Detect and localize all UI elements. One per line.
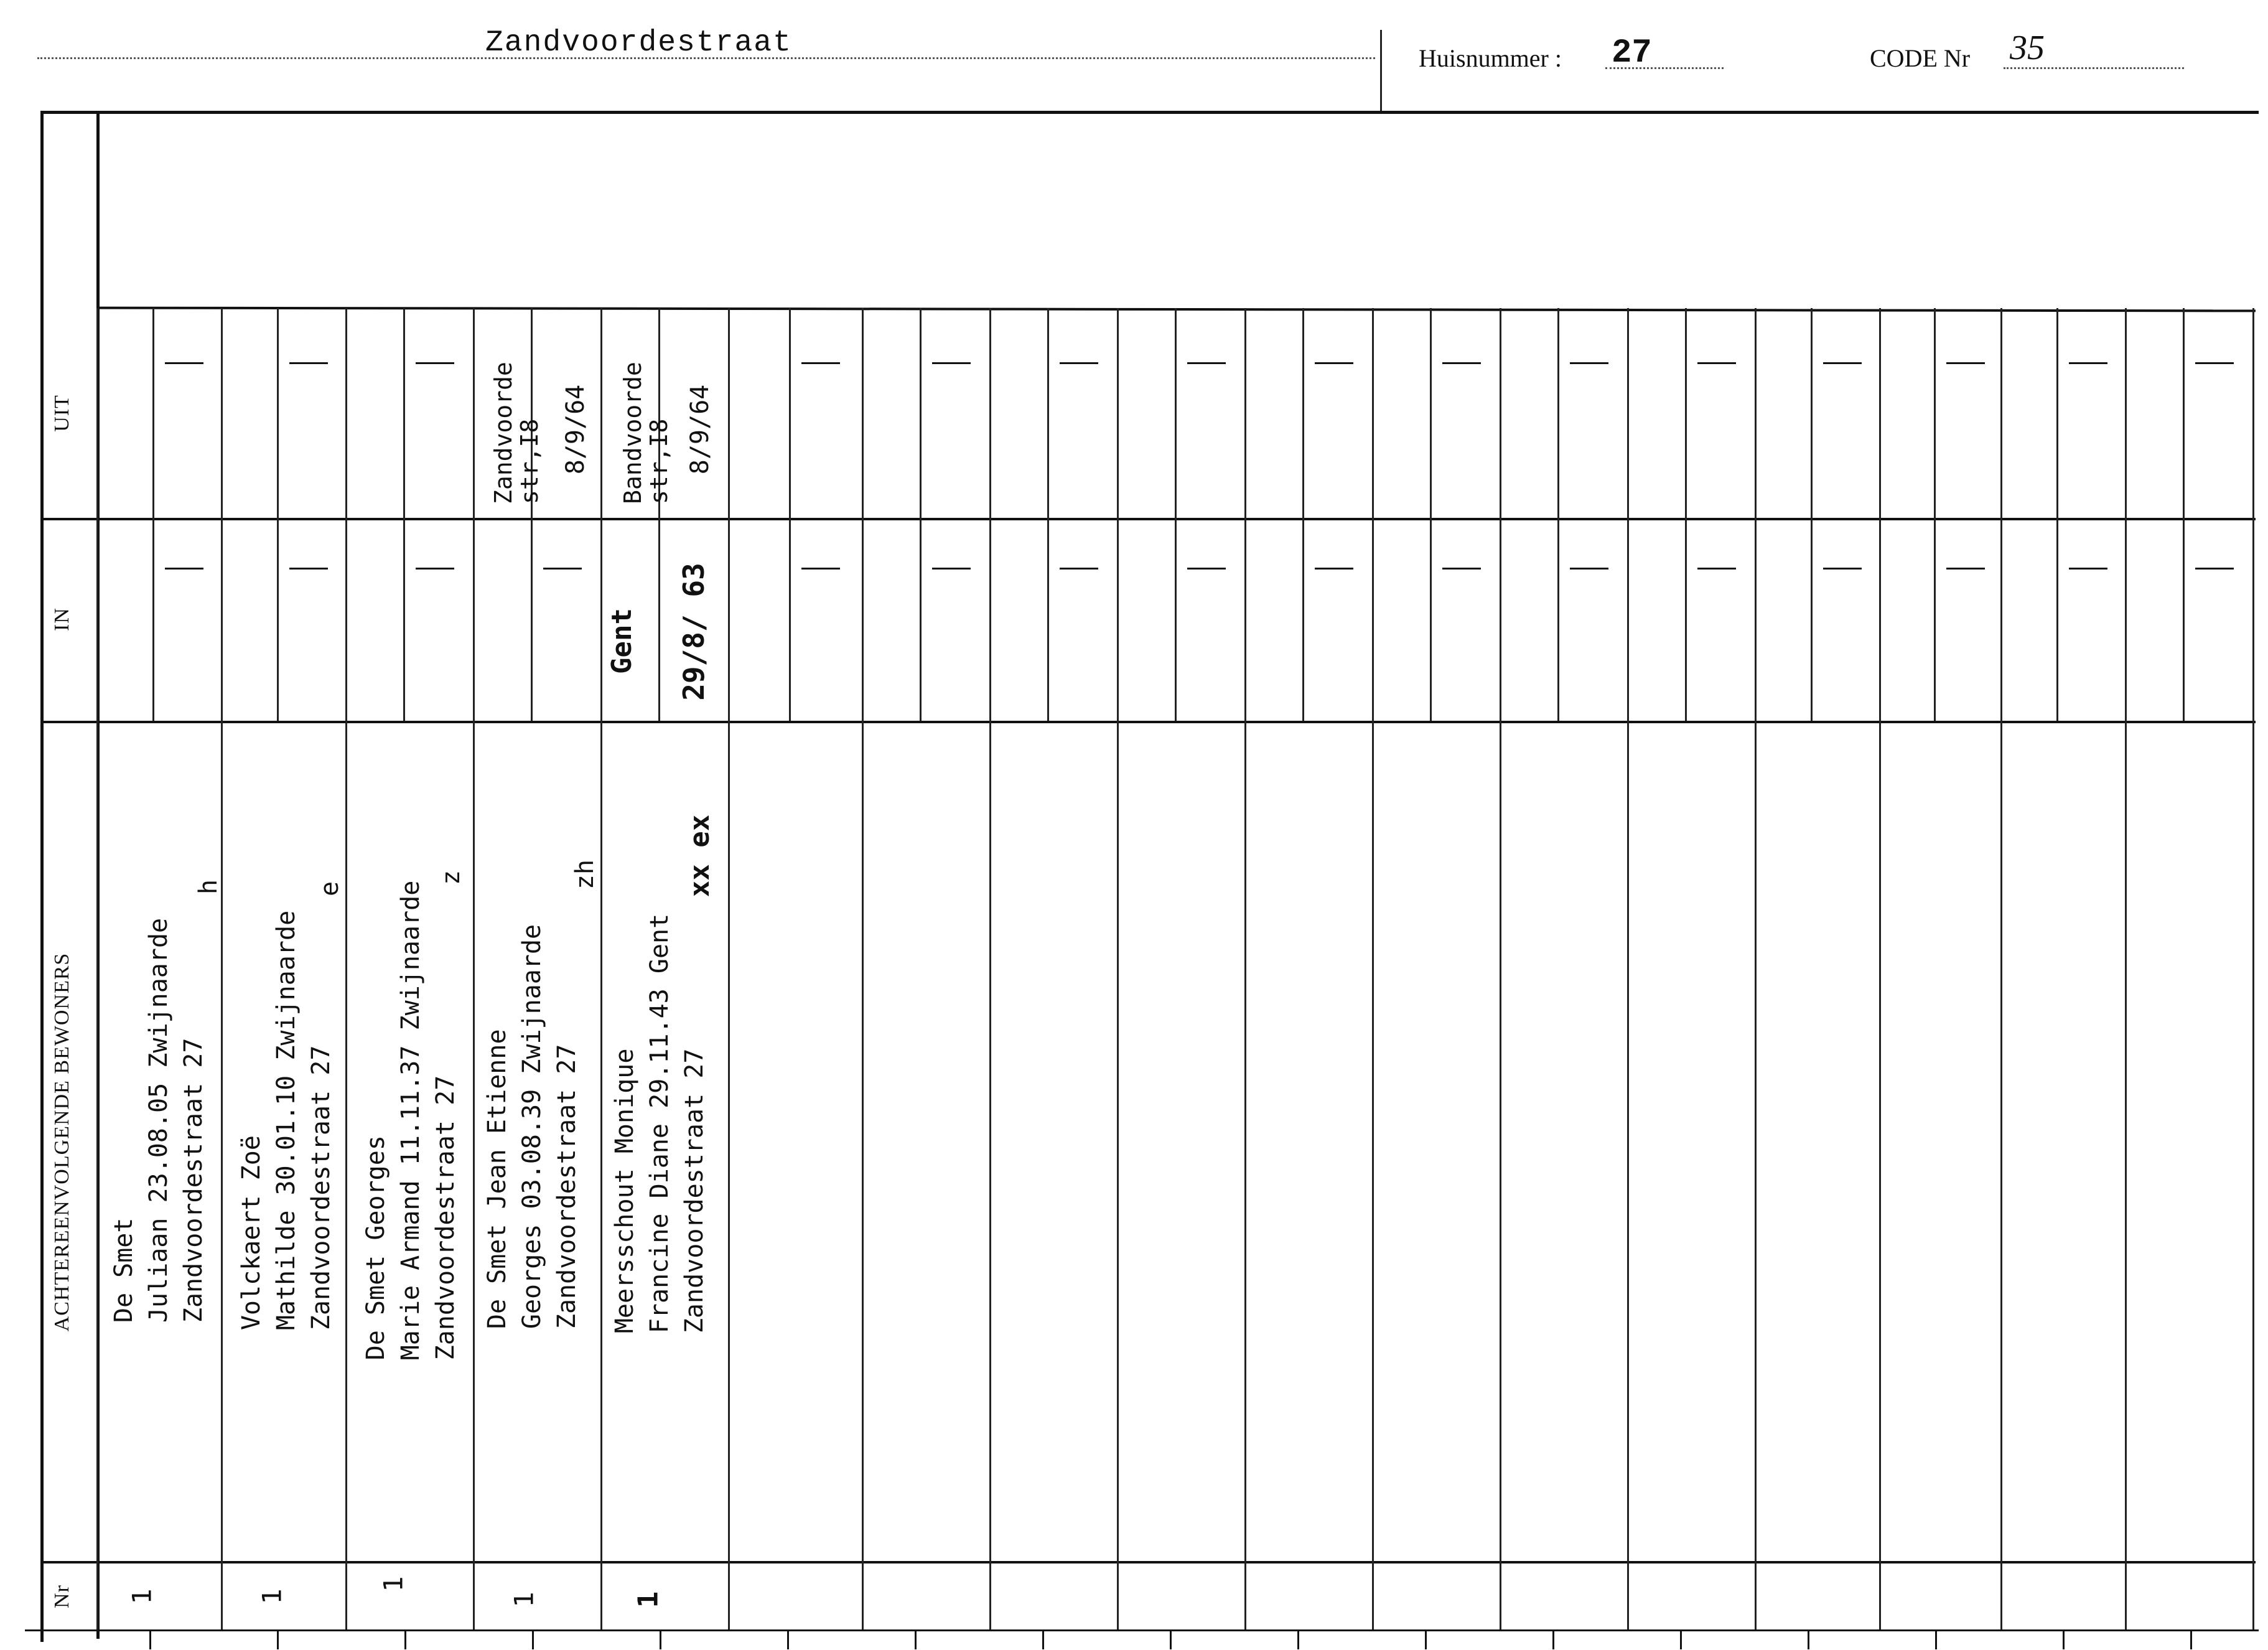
column-line <box>1244 308 1246 1629</box>
empty-dash <box>1187 362 1226 364</box>
empty-dash <box>2195 362 2234 364</box>
empty-dash <box>1697 362 1736 364</box>
resident-nr: 1 <box>126 1588 157 1605</box>
resident-mark: e <box>315 881 344 897</box>
resident-entry: Volckaert Zoë Mathilde 30.01.10 Zwijnaarde Zandvoordestraat 27 <box>237 910 335 1331</box>
column-line <box>1627 308 1629 1629</box>
column-line <box>96 308 98 1629</box>
column-line <box>862 308 864 1629</box>
empty-dash <box>932 568 971 570</box>
in-date: 29/8/ 63 <box>677 563 711 701</box>
uit-date: 8/9/64 <box>686 384 714 475</box>
row-divider-uit-in <box>40 518 2256 520</box>
house-number: 27 <box>1612 34 1652 72</box>
resident-mark: zh <box>571 859 599 890</box>
resident-nr: 1 <box>632 1591 665 1608</box>
bottom-tick <box>660 1629 661 1649</box>
column-line <box>2125 308 2127 1629</box>
sub-column-line <box>403 308 405 721</box>
label-uit: UIT <box>50 395 73 432</box>
sub-column-line <box>920 308 922 721</box>
label-nr: Nr <box>50 1585 73 1608</box>
bottom-tick <box>2063 1629 2065 1649</box>
column-line <box>2252 308 2254 1629</box>
empty-dash <box>1060 568 1098 570</box>
empty-dash <box>543 568 582 570</box>
column-line <box>345 308 347 1629</box>
sub-column-line <box>2183 308 2185 721</box>
resident-mark: xx ex <box>684 814 716 898</box>
resident-nr: 1 <box>256 1588 287 1605</box>
bottom-tick <box>277 1629 279 1649</box>
bottom-tick <box>1042 1629 1044 1649</box>
empty-dash <box>2069 568 2107 570</box>
empty-dash <box>1946 362 1985 364</box>
empty-dash <box>416 362 454 364</box>
bottom-tick <box>1425 1629 1427 1649</box>
bottom-tick <box>1552 1629 1554 1649</box>
header-divider <box>1380 30 1382 111</box>
sub-column-line <box>152 308 154 721</box>
empty-dash <box>801 362 840 364</box>
column-line <box>2000 308 2002 1629</box>
empty-dash <box>1060 362 1098 364</box>
empty-dash <box>1187 568 1226 570</box>
street-name: Zandvoordestraat <box>485 26 792 60</box>
empty-dash <box>801 568 840 570</box>
empty-dash <box>1823 362 1862 364</box>
uit-place: Bandvoorde str,I8 <box>619 362 673 504</box>
sub-column-line <box>1934 308 1936 721</box>
bottom-tick <box>532 1629 534 1649</box>
sub-column-line <box>1430 308 1432 721</box>
empty-dash <box>1315 568 1353 570</box>
empty-dash <box>1315 362 1353 364</box>
resident-mark: h <box>194 879 223 895</box>
column-line <box>1755 308 1757 1629</box>
column-line <box>473 308 475 1629</box>
empty-dash <box>1442 362 1481 364</box>
empty-dash <box>1570 568 1608 570</box>
resident-entry: De Smet Jean Etienne Georges 03.08.39 Zwijnaarde Zandvoordestraat 27 <box>483 924 581 1329</box>
code-underline <box>2004 67 2184 69</box>
resident-mark: z <box>437 870 465 886</box>
empty-dash <box>289 362 328 364</box>
column-line <box>728 308 730 1629</box>
code-label: CODE Nr <box>1870 44 1971 72</box>
uit-place: Zandvoorde str,I8 <box>490 362 543 504</box>
uit-date: 8/9/64 <box>561 384 590 475</box>
empty-dash <box>1697 568 1736 570</box>
row-divider-bewoners-nr <box>40 1561 2256 1563</box>
column-line <box>1879 308 1881 1629</box>
bottom-tick <box>1808 1629 1809 1649</box>
bottom-tick <box>1170 1629 1172 1649</box>
resident-entry: De Smet Georges Marie Armand 11.11.37 Zwijnaarde Zandvoordestraat 27 <box>362 880 460 1361</box>
sub-column-line <box>1302 308 1304 721</box>
resident-entry: Meersschout Monique Francine Diane 29.11.43 Gent Zandvoordestraat 27 <box>610 913 709 1334</box>
bottom-tick <box>1680 1629 1682 1649</box>
house-number-label: Huisnummer : <box>1419 44 1562 72</box>
column-line <box>1117 308 1119 1629</box>
code-number: 35 <box>2010 29 2045 67</box>
empty-dash <box>289 568 328 570</box>
bottom-tick <box>2190 1629 2192 1649</box>
empty-dash <box>1823 568 1862 570</box>
register-sheet <box>40 111 2259 1642</box>
sub-column-line <box>789 308 791 721</box>
resident-entry: De Smet Juliaan 23.08.05 Zwijnaarde Zandvoordestraat 27 <box>110 917 208 1323</box>
sub-column-line <box>1811 308 1813 721</box>
bottom-tick <box>787 1629 789 1649</box>
bottom-tick <box>915 1629 917 1649</box>
bottom-tick <box>149 1629 151 1649</box>
resident-nr: 1 <box>378 1576 409 1592</box>
resident-nr: 1 <box>508 1591 539 1608</box>
row-divider-in-bewoners <box>40 721 2256 723</box>
sub-column-line <box>2056 308 2058 721</box>
bottom-tick <box>404 1629 406 1649</box>
sub-column-line <box>277 308 279 721</box>
sub-column-line <box>1685 308 1687 721</box>
column-line <box>600 308 602 1629</box>
empty-dash <box>932 362 971 364</box>
column-line <box>221 308 223 1629</box>
header <box>0 0 2268 112</box>
empty-dash <box>1442 568 1481 570</box>
label-in: IN <box>50 607 73 631</box>
empty-dash <box>1570 362 1608 364</box>
sub-column-line <box>1047 308 1049 721</box>
in-place: Gent <box>606 608 638 674</box>
bottom-tick <box>1297 1629 1299 1649</box>
column-line <box>989 308 991 1629</box>
label-residents: ACHTEREENVOLGENDE BEWONERS <box>50 952 73 1332</box>
row-label-column <box>40 111 100 1639</box>
sub-column-line <box>1175 308 1177 721</box>
empty-dash <box>2195 568 2234 570</box>
empty-dash <box>416 568 454 570</box>
empty-dash <box>2069 362 2107 364</box>
house-number-underline <box>1605 67 1724 69</box>
empty-dash <box>165 568 203 570</box>
empty-dash <box>165 362 203 364</box>
empty-dash <box>1946 568 1985 570</box>
sheet-bottom-line <box>25 1629 2259 1631</box>
bottom-tick <box>1935 1629 1937 1649</box>
column-line <box>1500 308 1501 1629</box>
column-line <box>1372 308 1374 1629</box>
sub-column-line <box>1557 308 1559 721</box>
